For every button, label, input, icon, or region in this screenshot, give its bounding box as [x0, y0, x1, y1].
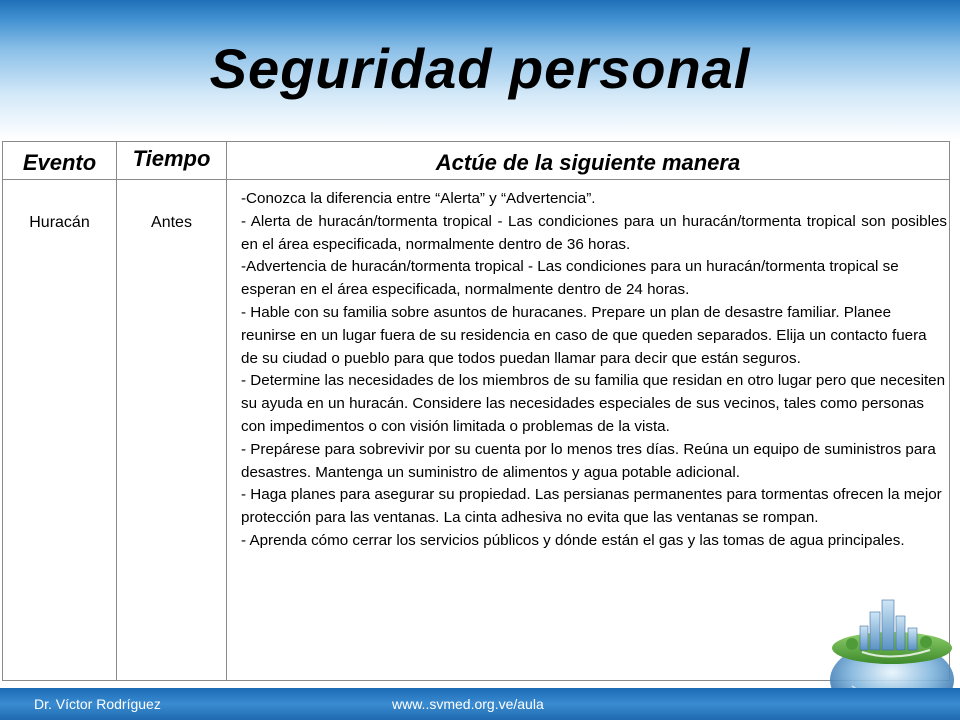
slide-title: Seguridad personal [209, 37, 751, 100]
action-item: -Advertencia de huracán/tormenta tropical - Las condiciones para un huracán/tormenta tropical se esperan en el área especificada, normalmente dentro de 24 horas. [241, 258, 899, 299]
action-item: - Haga planes para asegurar su propiedad. Las persianas permanentes para tormentas ofrecen la mejor protección para las ventanas. La cinta adhesiva no evita que las ventanas se rompan. [241, 486, 942, 527]
table-header-row [3, 142, 949, 180]
action-item: - Prepárese para sobrevivir por su cuenta por lo menos tres días. Reúna un equipo de suministros para desastres. Mantenga un suministro de alimentos y agua potable adicional. [241, 440, 936, 481]
footer-bar [0, 688, 960, 720]
action-item: -Conozca la diferencia entre “Alerta” y “Advertencia”. [241, 190, 596, 207]
action-item: - Hable con su familia sobre asuntos de huracanes. Prepare un plan de desastre familiar. Planee reunirse en un lugar fuera de su residencia en caso de que queden separados. Elija un contacto fuera de su ciudad o pueblo para que todos puedan llamar para decir que están seguros. [241, 303, 927, 367]
footer-author: Dr. Víctor Rodríguez [34, 696, 161, 712]
cell-evento: Huracán [29, 214, 90, 231]
header-evento: Evento [22, 150, 97, 175]
action-item: - Alerta de huracán/tormenta tropical - Las condiciones para un huracán/tormenta tropical son posibles en el área especificada, normalmente dentro de 36 horas. [241, 212, 947, 253]
action-item: - Determine las necesidades de los miembros de su familia que residan en otro lugar pero que necesiten su ayuda en un huracán. Considere las necesidades especiales de sus vecinos, tales como personas con impedimentos o con visión limitada o problemas de la vista. [241, 372, 946, 435]
header-tiempo: Tiempo [132, 146, 211, 171]
action-item: - Aprenda cómo cerrar los servicios públicos y dónde están el gas y las tomas de agua principales. [241, 531, 905, 549]
column-divider [226, 142, 227, 680]
header-actue: Actúe de la siguiente manera [435, 150, 741, 175]
safety-table [2, 141, 950, 681]
cell-actions [241, 188, 947, 553]
cell-tiempo: Antes [151, 214, 192, 231]
footer-url-link[interactable]: www..svmed.org.ve/aula [392, 696, 544, 712]
